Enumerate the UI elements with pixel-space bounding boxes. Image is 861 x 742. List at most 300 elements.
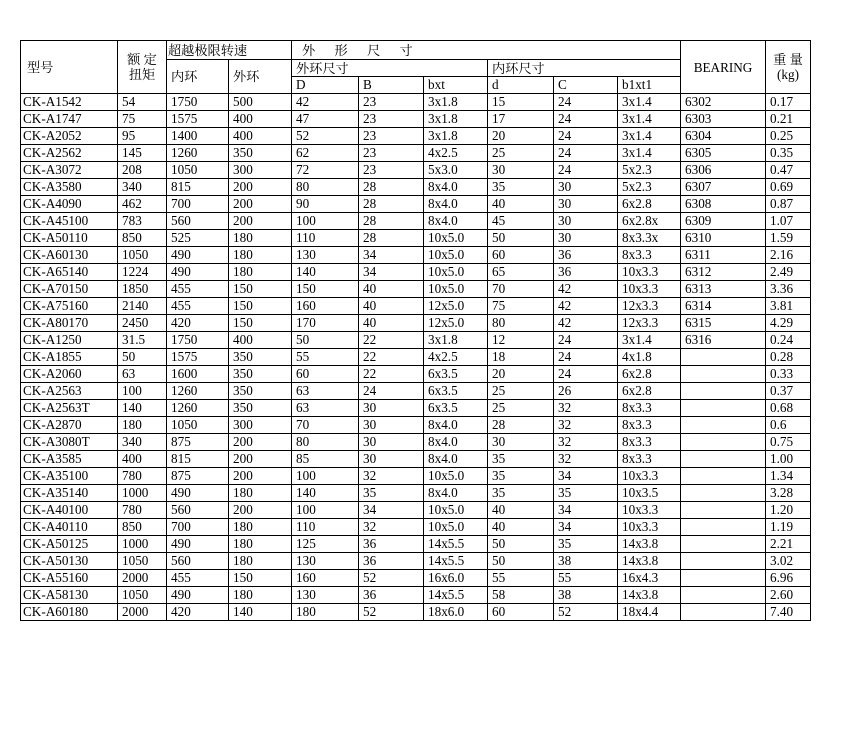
cell-inner-speed: 560 [167, 553, 229, 570]
cell-outer-bxt: 6x3.5 [424, 383, 488, 400]
cell-outer-B: 30 [359, 417, 424, 434]
cell-model: CK-A1747 [21, 111, 118, 128]
cell-inner-C: 35 [554, 485, 618, 502]
header-col-B: B [359, 77, 424, 94]
cell-model: CK-A35100 [21, 468, 118, 485]
cell-outer-bxt: 4x2.5 [424, 145, 488, 162]
cell-outer-B: 52 [359, 604, 424, 621]
cell-outer-speed: 350 [229, 145, 292, 162]
cell-inner-b1xt1: 14x3.8 [618, 536, 681, 553]
header-outer-dims: 外环尺寸 [292, 60, 488, 77]
cell-bearing [681, 485, 766, 502]
cell-model: CK-A1855 [21, 349, 118, 366]
header-outer-speed: 外环 [229, 60, 292, 94]
cell-rated-torque: 462 [118, 196, 167, 213]
cell-outer-speed: 200 [229, 451, 292, 468]
cell-outer-bxt: 4x2.5 [424, 349, 488, 366]
cell-outer-D: 42 [292, 94, 359, 111]
cell-model: CK-A3585 [21, 451, 118, 468]
cell-outer-speed: 300 [229, 162, 292, 179]
cell-bearing [681, 434, 766, 451]
cell-rated-torque: 340 [118, 179, 167, 196]
cell-inner-d: 50 [488, 230, 554, 247]
cell-model: CK-A3072 [21, 162, 118, 179]
cell-inner-C: 24 [554, 145, 618, 162]
cell-bearing [681, 587, 766, 604]
cell-outer-speed: 200 [229, 179, 292, 196]
cell-outer-B: 35 [359, 485, 424, 502]
cell-outer-B: 32 [359, 468, 424, 485]
cell-inner-b1xt1: 14x3.8 [618, 553, 681, 570]
cell-bearing [681, 417, 766, 434]
cell-rated-torque: 1050 [118, 553, 167, 570]
cell-outer-bxt: 16x6.0 [424, 570, 488, 587]
cell-weight: 0.17 [766, 94, 811, 111]
cell-outer-B: 34 [359, 247, 424, 264]
cell-outer-D: 100 [292, 468, 359, 485]
cell-model: CK-A50110 [21, 230, 118, 247]
cell-inner-d: 28 [488, 417, 554, 434]
cell-outer-bxt: 3x1.8 [424, 111, 488, 128]
cell-inner-C: 52 [554, 604, 618, 621]
cell-inner-C: 24 [554, 349, 618, 366]
cell-outer-D: 70 [292, 417, 359, 434]
cell-inner-speed: 1400 [167, 128, 229, 145]
header-dimensions: 外 形 尺 寸 [292, 41, 681, 60]
cell-inner-C: 32 [554, 451, 618, 468]
cell-inner-b1xt1: 8x3.3 [618, 417, 681, 434]
cell-outer-bxt: 10x5.0 [424, 247, 488, 264]
cell-weight: 1.59 [766, 230, 811, 247]
cell-bearing: 6314 [681, 298, 766, 315]
cell-weight: 6.96 [766, 570, 811, 587]
cell-inner-C: 38 [554, 587, 618, 604]
cell-inner-speed: 490 [167, 264, 229, 281]
cell-outer-B: 23 [359, 162, 424, 179]
cell-weight: 0.37 [766, 383, 811, 400]
cell-inner-C: 42 [554, 298, 618, 315]
cell-inner-C: 32 [554, 434, 618, 451]
table-row [21, 383, 811, 400]
cell-inner-d: 45 [488, 213, 554, 230]
cell-rated-torque: 1000 [118, 536, 167, 553]
cell-rated-torque: 145 [118, 145, 167, 162]
cell-rated-torque: 1000 [118, 485, 167, 502]
cell-inner-C: 26 [554, 383, 618, 400]
cell-model: CK-A75160 [21, 298, 118, 315]
cell-outer-bxt: 10x5.0 [424, 230, 488, 247]
cell-weight: 1.34 [766, 468, 811, 485]
cell-outer-D: 140 [292, 485, 359, 502]
cell-bearing: 6308 [681, 196, 766, 213]
cell-inner-d: 50 [488, 553, 554, 570]
cell-rated-torque: 95 [118, 128, 167, 145]
cell-inner-speed: 1260 [167, 383, 229, 400]
table-row [21, 519, 811, 536]
cell-inner-speed: 490 [167, 536, 229, 553]
cell-inner-b1xt1: 3x1.4 [618, 332, 681, 349]
cell-outer-D: 63 [292, 400, 359, 417]
cell-model: CK-A3580 [21, 179, 118, 196]
table-row [21, 196, 811, 213]
cell-outer-B: 23 [359, 128, 424, 145]
cell-model: CK-A40100 [21, 502, 118, 519]
cell-inner-speed: 875 [167, 468, 229, 485]
cell-inner-b1xt1: 10x3.5 [618, 485, 681, 502]
cell-inner-C: 24 [554, 162, 618, 179]
cell-outer-bxt: 8x4.0 [424, 179, 488, 196]
cell-weight: 7.40 [766, 604, 811, 621]
cell-inner-d: 40 [488, 196, 554, 213]
cell-inner-b1xt1: 4x1.8 [618, 349, 681, 366]
cell-rated-torque: 2450 [118, 315, 167, 332]
header-weight-line1: 重 量 [773, 52, 803, 67]
cell-rated-torque: 2000 [118, 604, 167, 621]
table-row [21, 111, 811, 128]
cell-inner-d: 30 [488, 434, 554, 451]
cell-inner-b1xt1: 6x2.8 [618, 366, 681, 383]
cell-outer-bxt: 8x4.0 [424, 434, 488, 451]
cell-inner-speed: 1750 [167, 94, 229, 111]
cell-rated-torque: 180 [118, 417, 167, 434]
cell-bearing [681, 553, 766, 570]
cell-inner-d: 40 [488, 502, 554, 519]
cell-inner-C: 35 [554, 536, 618, 553]
cell-rated-torque: 75 [118, 111, 167, 128]
cell-outer-B: 23 [359, 145, 424, 162]
cell-rated-torque: 100 [118, 383, 167, 400]
cell-inner-C: 42 [554, 281, 618, 298]
cell-rated-torque: 1850 [118, 281, 167, 298]
cell-inner-C: 24 [554, 111, 618, 128]
cell-rated-torque: 780 [118, 468, 167, 485]
cell-model: CK-A58130 [21, 587, 118, 604]
cell-outer-bxt: 8x4.0 [424, 196, 488, 213]
table-row [21, 553, 811, 570]
table-row [21, 298, 811, 315]
cell-outer-bxt: 10x5.0 [424, 502, 488, 519]
table-row [21, 230, 811, 247]
cell-outer-D: 160 [292, 298, 359, 315]
cell-inner-b1xt1: 12x3.3 [618, 315, 681, 332]
cell-inner-speed: 455 [167, 281, 229, 298]
cell-outer-speed: 150 [229, 298, 292, 315]
cell-inner-b1xt1: 12x3.3 [618, 298, 681, 315]
cell-bearing [681, 604, 766, 621]
cell-model: CK-A50125 [21, 536, 118, 553]
cell-outer-speed: 400 [229, 128, 292, 145]
table-row [21, 315, 811, 332]
cell-outer-B: 52 [359, 570, 424, 587]
cell-weight: 1.07 [766, 213, 811, 230]
cell-weight: 2.16 [766, 247, 811, 264]
cell-outer-B: 34 [359, 264, 424, 281]
cell-outer-bxt: 3x1.8 [424, 128, 488, 145]
cell-outer-B: 36 [359, 553, 424, 570]
cell-inner-speed: 455 [167, 570, 229, 587]
cell-inner-d: 25 [488, 383, 554, 400]
table-row [21, 451, 811, 468]
cell-inner-C: 30 [554, 213, 618, 230]
cell-model: CK-A2563 [21, 383, 118, 400]
cell-model: CK-A2563T [21, 400, 118, 417]
cell-model: CK-A60130 [21, 247, 118, 264]
cell-inner-b1xt1: 10x3.3 [618, 519, 681, 536]
cell-outer-B: 28 [359, 196, 424, 213]
cell-inner-speed: 490 [167, 485, 229, 502]
cell-bearing [681, 349, 766, 366]
cell-inner-speed: 1575 [167, 111, 229, 128]
cell-inner-speed: 700 [167, 196, 229, 213]
cell-bearing [681, 468, 766, 485]
header-torque-line1: 额 定 [127, 52, 157, 67]
cell-outer-speed: 180 [229, 485, 292, 502]
cell-inner-C: 30 [554, 230, 618, 247]
header-overrun-speed: 超越极限转速 [167, 41, 292, 60]
cell-outer-speed: 180 [229, 536, 292, 553]
cell-outer-B: 23 [359, 111, 424, 128]
cell-inner-C: 30 [554, 196, 618, 213]
cell-bearing [681, 519, 766, 536]
table-row [21, 366, 811, 383]
cell-outer-D: 125 [292, 536, 359, 553]
cell-bearing: 6303 [681, 111, 766, 128]
cell-inner-d: 35 [488, 468, 554, 485]
cell-outer-speed: 350 [229, 349, 292, 366]
cell-outer-bxt: 14x5.5 [424, 587, 488, 604]
table-row [21, 417, 811, 434]
cell-inner-b1xt1: 8x3.3 [618, 434, 681, 451]
cell-bearing [681, 366, 766, 383]
cell-rated-torque: 850 [118, 230, 167, 247]
table-row [21, 145, 811, 162]
cell-rated-torque: 1224 [118, 264, 167, 281]
cell-bearing [681, 383, 766, 400]
header-bearing: BEARING [681, 41, 766, 94]
cell-inner-speed: 1260 [167, 400, 229, 417]
cell-rated-torque: 780 [118, 502, 167, 519]
cell-inner-speed: 455 [167, 298, 229, 315]
cell-bearing [681, 451, 766, 468]
cell-inner-C: 30 [554, 179, 618, 196]
cell-inner-b1xt1: 8x3.3 [618, 400, 681, 417]
cell-outer-speed: 400 [229, 332, 292, 349]
cell-outer-D: 130 [292, 247, 359, 264]
cell-outer-bxt: 14x5.5 [424, 553, 488, 570]
cell-outer-B: 36 [359, 536, 424, 553]
table-row [21, 434, 811, 451]
cell-inner-C: 55 [554, 570, 618, 587]
cell-inner-d: 60 [488, 247, 554, 264]
cell-outer-speed: 150 [229, 281, 292, 298]
cell-inner-b1xt1: 5x2.3 [618, 179, 681, 196]
cell-inner-d: 80 [488, 315, 554, 332]
cell-outer-B: 22 [359, 332, 424, 349]
cell-bearing: 6315 [681, 315, 766, 332]
cell-outer-D: 85 [292, 451, 359, 468]
cell-outer-speed: 200 [229, 213, 292, 230]
cell-model: CK-A2060 [21, 366, 118, 383]
cell-outer-bxt: 12x5.0 [424, 298, 488, 315]
cell-rated-torque: 140 [118, 400, 167, 417]
cell-inner-b1xt1: 18x4.4 [618, 604, 681, 621]
cell-outer-bxt: 14x5.5 [424, 536, 488, 553]
table-row [21, 570, 811, 587]
cell-weight: 3.02 [766, 553, 811, 570]
cell-inner-b1xt1: 8x3.3 [618, 451, 681, 468]
cell-inner-d: 35 [488, 451, 554, 468]
cell-inner-d: 40 [488, 519, 554, 536]
cell-inner-C: 32 [554, 400, 618, 417]
cell-rated-torque: 2140 [118, 298, 167, 315]
cell-rated-torque: 54 [118, 94, 167, 111]
cell-outer-bxt: 8x4.0 [424, 451, 488, 468]
cell-rated-torque: 208 [118, 162, 167, 179]
cell-model: CK-A40110 [21, 519, 118, 536]
cell-inner-d: 15 [488, 94, 554, 111]
cell-model: CK-A3080T [21, 434, 118, 451]
table-row [21, 502, 811, 519]
table-header [21, 41, 811, 94]
cell-inner-d: 35 [488, 485, 554, 502]
cell-outer-D: 72 [292, 162, 359, 179]
cell-model: CK-A80170 [21, 315, 118, 332]
cell-inner-b1xt1: 10x3.3 [618, 281, 681, 298]
cell-bearing: 6304 [681, 128, 766, 145]
cell-weight: 0.47 [766, 162, 811, 179]
cell-rated-torque: 340 [118, 434, 167, 451]
table-row [21, 332, 811, 349]
cell-inner-d: 35 [488, 179, 554, 196]
cell-outer-D: 100 [292, 213, 359, 230]
cell-bearing: 6307 [681, 179, 766, 196]
header-weight [766, 41, 811, 94]
cell-outer-D: 55 [292, 349, 359, 366]
cell-inner-b1xt1: 6x2.8 [618, 383, 681, 400]
cell-outer-speed: 180 [229, 553, 292, 570]
table-row [21, 536, 811, 553]
cell-model: CK-A1250 [21, 332, 118, 349]
cell-outer-D: 52 [292, 128, 359, 145]
cell-outer-speed: 350 [229, 400, 292, 417]
cell-outer-speed: 300 [229, 417, 292, 434]
cell-inner-C: 24 [554, 332, 618, 349]
cell-outer-speed: 150 [229, 315, 292, 332]
cell-inner-d: 25 [488, 145, 554, 162]
cell-outer-speed: 180 [229, 264, 292, 281]
cell-outer-speed: 200 [229, 502, 292, 519]
cell-model: CK-A50130 [21, 553, 118, 570]
table-row [21, 162, 811, 179]
cell-inner-speed: 560 [167, 213, 229, 230]
cell-bearing: 6310 [681, 230, 766, 247]
cell-inner-d: 17 [488, 111, 554, 128]
cell-weight: 0.69 [766, 179, 811, 196]
cell-inner-b1xt1: 14x3.8 [618, 587, 681, 604]
table-body [21, 94, 811, 621]
cell-outer-D: 47 [292, 111, 359, 128]
cell-outer-D: 130 [292, 587, 359, 604]
cell-inner-d: 65 [488, 264, 554, 281]
cell-rated-torque: 1050 [118, 587, 167, 604]
cell-outer-B: 23 [359, 94, 424, 111]
cell-inner-speed: 1750 [167, 332, 229, 349]
cell-weight: 0.24 [766, 332, 811, 349]
table-row [21, 281, 811, 298]
cell-inner-speed: 875 [167, 434, 229, 451]
header-col-b1xt1: b1xt1 [618, 77, 681, 94]
cell-outer-B: 40 [359, 315, 424, 332]
cell-weight: 0.6 [766, 417, 811, 434]
cell-model: CK-A35140 [21, 485, 118, 502]
cell-bearing: 6316 [681, 332, 766, 349]
cell-outer-bxt: 3x1.8 [424, 94, 488, 111]
cell-outer-speed: 350 [229, 366, 292, 383]
cell-inner-d: 18 [488, 349, 554, 366]
header-col-C: C [554, 77, 618, 94]
cell-outer-bxt: 12x5.0 [424, 315, 488, 332]
cell-outer-bxt: 8x4.0 [424, 213, 488, 230]
cell-inner-C: 24 [554, 128, 618, 145]
cell-inner-d: 25 [488, 400, 554, 417]
cell-inner-d: 50 [488, 536, 554, 553]
cell-outer-D: 180 [292, 604, 359, 621]
table-row [21, 400, 811, 417]
header-torque-line2: 扭矩 [128, 67, 156, 82]
cell-outer-D: 80 [292, 434, 359, 451]
cell-outer-bxt: 5x3.0 [424, 162, 488, 179]
cell-outer-speed: 140 [229, 604, 292, 621]
cell-model: CK-A1542 [21, 94, 118, 111]
cell-rated-torque: 31.5 [118, 332, 167, 349]
cell-outer-bxt: 6x3.5 [424, 366, 488, 383]
cell-inner-speed: 420 [167, 604, 229, 621]
cell-outer-B: 22 [359, 349, 424, 366]
cell-weight: 0.75 [766, 434, 811, 451]
cell-inner-b1xt1: 3x1.4 [618, 128, 681, 145]
cell-outer-D: 80 [292, 179, 359, 196]
header-inner-speed: 内环 [167, 60, 229, 94]
cell-rated-torque: 850 [118, 519, 167, 536]
cell-inner-C: 24 [554, 366, 618, 383]
cell-bearing: 6312 [681, 264, 766, 281]
table-row [21, 128, 811, 145]
cell-inner-d: 70 [488, 281, 554, 298]
cell-outer-bxt: 10x5.0 [424, 264, 488, 281]
cell-outer-speed: 350 [229, 383, 292, 400]
header-col-D: D [292, 77, 359, 94]
cell-inner-b1xt1: 8x3.3x [618, 230, 681, 247]
cell-inner-C: 34 [554, 519, 618, 536]
cell-outer-bxt: 10x5.0 [424, 468, 488, 485]
cell-outer-speed: 150 [229, 570, 292, 587]
cell-weight: 0.33 [766, 366, 811, 383]
cell-outer-speed: 400 [229, 111, 292, 128]
cell-bearing: 6313 [681, 281, 766, 298]
cell-weight: 4.29 [766, 315, 811, 332]
cell-inner-C: 38 [554, 553, 618, 570]
cell-inner-C: 24 [554, 94, 618, 111]
cell-weight: 1.20 [766, 502, 811, 519]
cell-outer-speed: 200 [229, 196, 292, 213]
cell-bearing: 6305 [681, 145, 766, 162]
cell-weight: 0.35 [766, 145, 811, 162]
cell-model: CK-A60180 [21, 604, 118, 621]
cell-outer-bxt: 18x6.0 [424, 604, 488, 621]
table-row [21, 94, 811, 111]
cell-inner-b1xt1: 10x3.3 [618, 264, 681, 281]
cell-weight: 3.28 [766, 485, 811, 502]
